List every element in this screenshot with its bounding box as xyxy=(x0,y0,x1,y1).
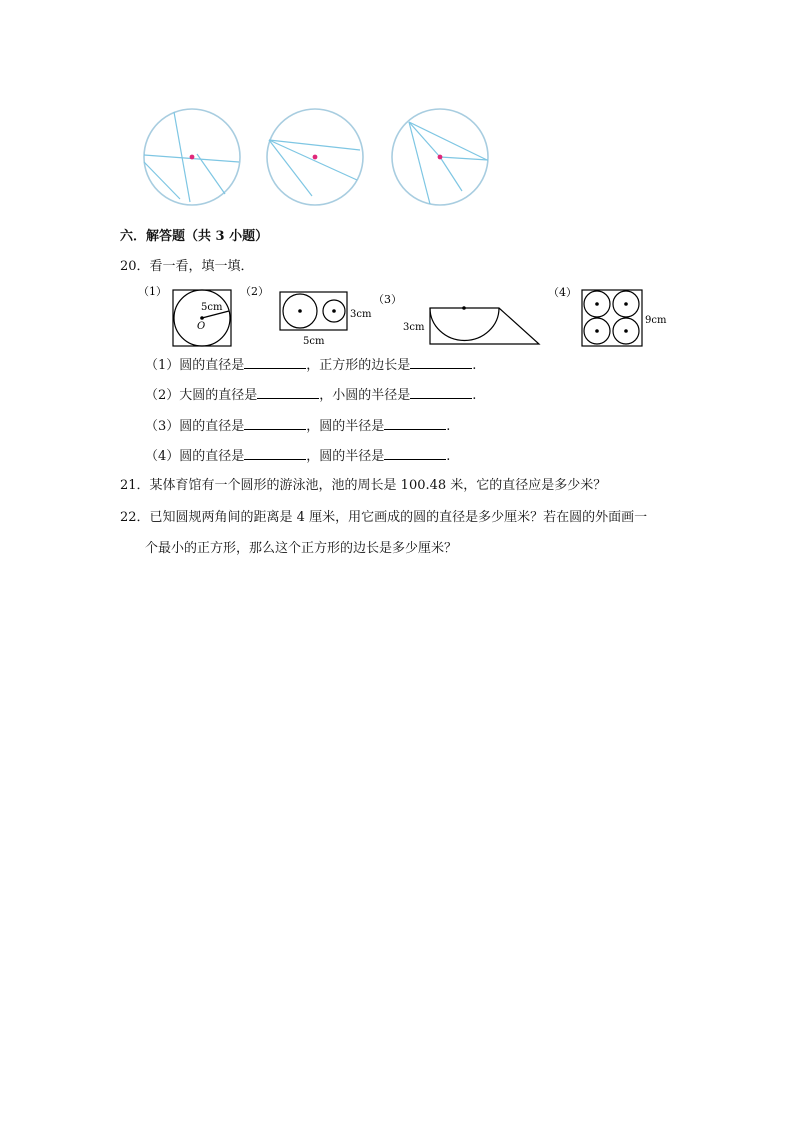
fig1-radius-label: 5cm xyxy=(201,302,223,313)
fig2-side-label: 3cm xyxy=(350,309,372,320)
fig1-number: （1） xyxy=(138,285,167,298)
fig4-side-label: 9cm xyxy=(645,315,667,326)
q20-item-1-middle: ，正方形的边长是 xyxy=(306,358,411,373)
q20-item-1 xyxy=(145,356,476,374)
fig4-square-four-circles xyxy=(548,286,667,346)
q22-line-1: 22．已知圆规两角间的距离是 4 厘米，用它画成的圆的直径是多少厘米？若在圆的外面画一 xyxy=(120,510,648,525)
q20-item-4-middle: ，圆的半径是 xyxy=(306,449,385,464)
q20-item-4-blank-b[interactable] xyxy=(384,447,446,460)
fig4-number: （4） xyxy=(548,286,577,299)
fig3-side-label: 3cm xyxy=(403,322,425,333)
circle-figure-3 xyxy=(392,109,488,205)
q20-item-2-end: . xyxy=(472,388,477,403)
circle-figure-1 xyxy=(144,109,240,205)
fig2-bottom-label: 5cm xyxy=(303,336,325,347)
q20-item-2-blank-b[interactable] xyxy=(410,386,472,399)
section-title: 六．解答题（共 3 小题） xyxy=(120,229,269,244)
fig2-rectangle-with-circles xyxy=(240,285,372,347)
q20-stem: 20．看一看，填一填． xyxy=(120,259,254,274)
fig3-trapezoid-semicircle xyxy=(373,293,539,344)
q20-item-3 xyxy=(145,417,450,435)
q20-item-4-blank-a[interactable] xyxy=(244,447,306,460)
fig3-number: （3） xyxy=(373,293,402,306)
fig2-number: （2） xyxy=(240,285,269,298)
q20-item-2 xyxy=(145,386,476,404)
q21-text: 21．某体育馆有一个圆形的游泳池，池的周长是 100.48 米，它的直径应是多少米？ xyxy=(120,478,607,493)
q20-item-1-blank-b[interactable] xyxy=(410,356,472,369)
circle-figure-2 xyxy=(267,109,363,205)
q20-item-2-blank-a[interactable] xyxy=(257,386,319,399)
fig1-square-with-circle xyxy=(138,285,231,346)
q20-item-4-end: . xyxy=(446,449,451,464)
q20-item-2-prefix: （2）大圆的直径是 xyxy=(145,388,258,403)
q20-item-1-blank-a[interactable] xyxy=(244,356,306,369)
q20-figures xyxy=(135,282,680,352)
q20-item-3-middle: ，圆的半径是 xyxy=(306,419,385,434)
q20-item-3-blank-b[interactable] xyxy=(384,417,446,430)
q20-item-4 xyxy=(145,447,450,465)
q20-item-1-end: . xyxy=(472,358,477,373)
q20-item-2-middle: ，小圆的半径是 xyxy=(319,388,411,403)
circles-figure-row xyxy=(130,100,510,210)
q20-item-3-prefix: （3）圆的直径是 xyxy=(145,419,245,434)
q22-line-2: 个最小的正方形，那么这个正方形的边长是多少厘米？ xyxy=(145,541,458,556)
q20-item-4-prefix: （4）圆的直径是 xyxy=(145,449,245,464)
fig1-center-label: O xyxy=(197,321,206,332)
q20-item-3-blank-a[interactable] xyxy=(244,417,306,430)
q20-item-3-end: . xyxy=(446,419,451,434)
q20-item-1-prefix: （1）圆的直径是 xyxy=(145,358,245,373)
